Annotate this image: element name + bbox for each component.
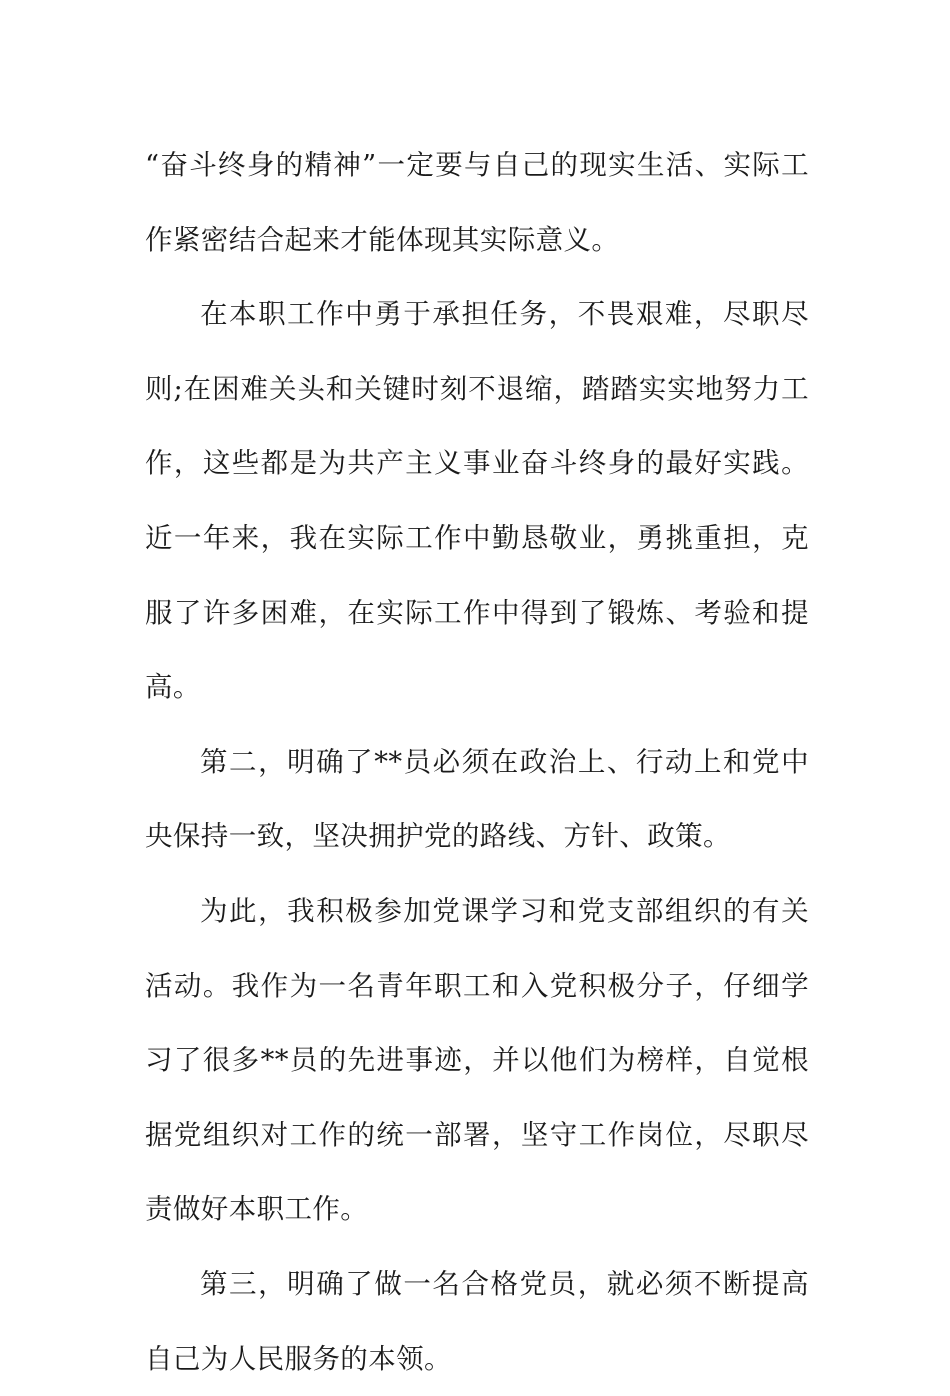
- paragraph-4: 为此，我积极参加党课学习和党支部组织的有关活动。我作为一名青年职工和入党积极分子，仔细学习了很多**员的先进事迹，并以他们为榜样，自觉根据党组织对工作的统一部署，坚守工作岗位，尽职尽责做好本职工作。: [145, 894, 809, 1226]
- paragraph-1: “奋斗终身的精神”一定要与自己的现实生活、实际工作紧密结合起来才能体现其实际意义。: [145, 149, 809, 256]
- paragraph-5: 第三，明确了做一名合格党员，就必须不断提高自己为人民服务的本领。: [145, 1267, 809, 1375]
- paragraph-2: 在本职工作中勇于承担任务，不畏艰难，尽职尽则;在困难关头和关键时刻不退缩，踏踏实实地努力工作，这些都是为共产主义事业奋斗终身的最好实践。近一年来，我在实际工作中勤恳敬业，勇挑重担，克服了许多困难，在实际工作中得到了锻炼、考验和提高。: [145, 298, 809, 704]
- paragraph-3: 第二，明确了**员必须在政治上、行动上和党中央保持一致，坚决拥护党的路线、方针、政策。: [145, 745, 809, 853]
- document-body: [145, 128, 809, 1396]
